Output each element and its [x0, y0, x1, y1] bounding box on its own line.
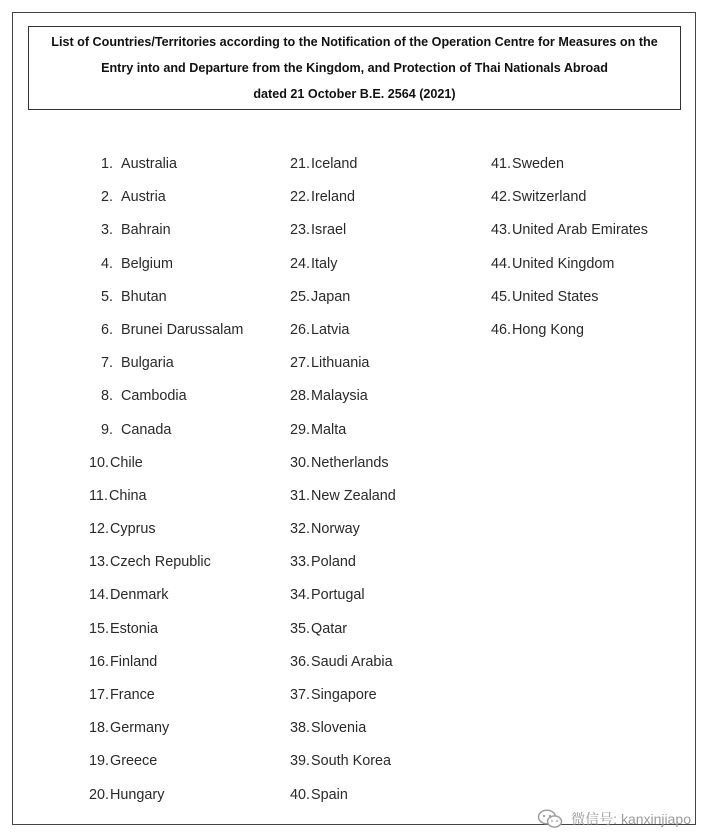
item-number: 35. — [290, 620, 311, 637]
country-name: Greece — [110, 753, 158, 770]
item-number: 43. — [491, 222, 512, 239]
list-item — [89, 683, 289, 716]
item-number: 32. — [290, 521, 311, 538]
list-item — [89, 218, 289, 251]
country-name: Italy — [311, 255, 338, 272]
list-item — [290, 418, 490, 451]
list-item — [89, 318, 289, 351]
country-name: Estonia — [110, 620, 159, 637]
country-name: Latvia — [311, 321, 350, 338]
list-item — [290, 650, 490, 683]
header-line-1: List of Countries/Territories according to the Notification of the Operation Centre for Measures on the — [51, 35, 658, 49]
item-number: 2. — [100, 189, 113, 206]
wechat-icon — [537, 809, 563, 829]
country-name: Cyprus — [110, 521, 156, 538]
list-item — [89, 517, 289, 550]
item-number: 40. — [290, 786, 311, 803]
item-number: 39. — [290, 753, 311, 770]
list-item — [290, 318, 490, 351]
list-item — [290, 451, 490, 484]
item-number: 46. — [491, 321, 512, 338]
item-number: 28. — [290, 388, 311, 405]
country-name: China — [108, 487, 147, 504]
list-item — [89, 716, 289, 749]
country-name: Denmark — [110, 587, 169, 604]
list-item — [290, 749, 490, 782]
country-name: Norway — [311, 521, 360, 538]
item-number: 1. — [100, 156, 113, 172]
item-number: 21. — [290, 156, 311, 172]
country-name: Czech Republic — [110, 554, 211, 571]
item-number: 13. — [89, 554, 110, 571]
country-name: Poland — [311, 554, 356, 571]
list-item — [290, 550, 490, 583]
watermark-text: 微信号: kanxinjiapo — [571, 811, 691, 827]
item-number: 12. — [89, 521, 110, 538]
country-name: Netherlands — [311, 454, 389, 471]
item-number: 24. — [290, 255, 311, 272]
item-number: 20. — [89, 786, 110, 803]
country-name: Slovenia — [311, 720, 367, 737]
list-item — [491, 185, 691, 218]
country-name: Cambodia — [121, 388, 187, 405]
item-number: 10. — [89, 454, 110, 471]
list-item — [491, 318, 691, 351]
item-number: 17. — [89, 687, 110, 703]
item-number: 37. — [290, 687, 311, 703]
item-number: 9. — [100, 421, 113, 438]
item-number: 25. — [290, 288, 311, 305]
list-item — [491, 152, 691, 185]
item-number: 3. — [100, 222, 113, 239]
item-number: 36. — [290, 653, 311, 670]
list-item — [290, 583, 490, 616]
item-number: 38. — [290, 720, 311, 737]
item-number: 42. — [491, 189, 512, 206]
item-number: 18. — [89, 720, 110, 737]
item-number: 23. — [290, 222, 311, 239]
list-item — [290, 716, 490, 749]
item-number: 33. — [290, 554, 311, 571]
item-number: 4. — [100, 255, 113, 272]
document-header — [28, 26, 681, 110]
list-item — [491, 285, 691, 318]
item-number: 27. — [290, 355, 311, 372]
country-name: Israel — [311, 222, 347, 239]
country-name: Belgium — [121, 255, 173, 272]
country-name: Brunei Darussalam — [121, 321, 244, 338]
country-name: Malaysia — [311, 388, 368, 405]
country-name: United Kingdom — [512, 255, 615, 272]
country-name: New Zealand — [311, 487, 396, 504]
list-item — [290, 218, 490, 251]
list-item — [290, 152, 490, 185]
list-item — [290, 517, 490, 550]
country-name: Austria — [121, 189, 166, 206]
country-name: United States — [512, 288, 599, 305]
item-number: 15. — [89, 620, 110, 637]
list-item — [89, 783, 289, 816]
item-number: 16. — [89, 653, 110, 670]
country-name: Saudi Arabia — [311, 653, 393, 670]
list-item — [89, 749, 289, 782]
item-number: 6. — [100, 321, 113, 338]
list-item — [290, 683, 490, 716]
country-name: Japan — [311, 288, 351, 305]
list-item — [89, 617, 289, 650]
list-item — [89, 650, 289, 683]
list-item — [89, 418, 289, 451]
list-item — [89, 484, 289, 517]
country-name: Bahrain — [121, 222, 171, 239]
country-name: South Korea — [311, 753, 392, 770]
list-item — [89, 351, 289, 384]
country-column-1 — [89, 152, 289, 816]
list-item — [290, 384, 490, 417]
item-number: 31. — [290, 487, 311, 504]
list-item — [89, 451, 289, 484]
country-name: Switzerland — [512, 189, 587, 206]
country-name: Bhutan — [121, 288, 167, 305]
country-name: Hong Kong — [512, 321, 585, 338]
list-item — [89, 152, 289, 185]
country-name: Sweden — [512, 156, 565, 172]
country-name: Portugal — [311, 587, 365, 604]
country-name: Qatar — [311, 620, 348, 637]
header-line-2: Entry into and Departure from the Kingdom, and Protection of Thai Nationals Abroad — [101, 61, 608, 75]
list-item — [290, 783, 490, 816]
list-item — [89, 285, 289, 318]
list-item — [290, 351, 490, 384]
header-line-3: dated 21 October B.E. 2564 (2021) — [253, 87, 456, 101]
item-number: 5. — [100, 288, 113, 305]
item-number: 41. — [491, 156, 512, 172]
country-name: Canada — [121, 421, 172, 438]
item-number: 8. — [100, 388, 113, 405]
country-name: France — [110, 687, 155, 703]
list-item — [290, 285, 490, 318]
list-item — [290, 185, 490, 218]
country-column-2 — [290, 152, 490, 816]
list-item — [89, 550, 289, 583]
item-number: 44. — [491, 255, 512, 272]
list-item — [89, 252, 289, 285]
list-item — [89, 384, 289, 417]
item-number: 26. — [290, 321, 311, 338]
country-name: Chile — [110, 454, 143, 471]
country-name: Lithuania — [311, 355, 370, 372]
list-item — [491, 252, 691, 285]
list-item — [491, 218, 691, 251]
item-number: 30. — [290, 454, 311, 471]
country-name: Singapore — [311, 687, 377, 703]
list-item — [89, 583, 289, 616]
item-number: 34. — [290, 587, 311, 604]
wechat-watermark — [537, 809, 691, 829]
country-name: Finland — [110, 653, 158, 670]
country-name: Hungary — [110, 786, 165, 803]
country-name: Spain — [311, 786, 348, 803]
country-name: Iceland — [311, 156, 358, 172]
item-number: 14. — [89, 587, 110, 604]
list-item — [290, 617, 490, 650]
list-item — [290, 484, 490, 517]
item-number: 7. — [100, 355, 113, 372]
item-number: 22. — [290, 189, 311, 206]
list-item — [290, 252, 490, 285]
country-name: Bulgaria — [121, 355, 174, 372]
country-name: Germany — [110, 720, 170, 737]
country-name: Australia — [121, 156, 177, 172]
country-column-3 — [491, 152, 691, 351]
item-number: 29. — [290, 421, 311, 438]
item-number: 19. — [89, 753, 110, 770]
list-item — [89, 185, 289, 218]
item-number: 11. — [89, 487, 108, 504]
country-name: Ireland — [311, 189, 356, 206]
item-number: 45. — [491, 288, 512, 305]
country-name: United Arab Emirates — [512, 222, 648, 239]
country-name: Malta — [311, 421, 347, 438]
